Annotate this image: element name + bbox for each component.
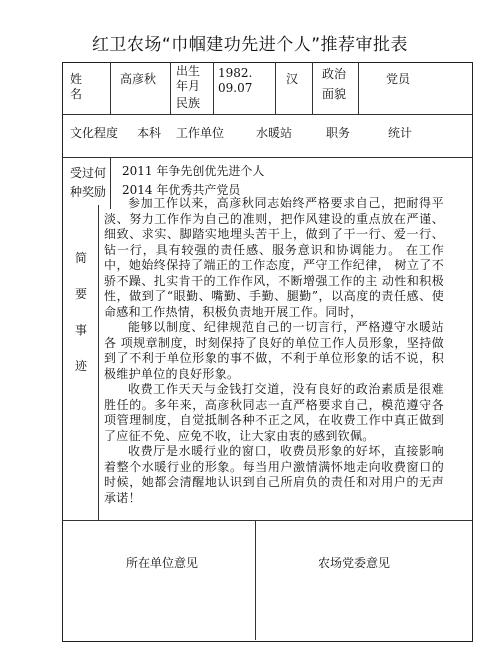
ethnicity-label: 民族: [176, 96, 201, 110]
col-divider: [275, 62, 276, 114]
col-divider: [358, 62, 359, 114]
education-label: 文化程度: [70, 126, 119, 140]
row-divider: [62, 114, 472, 115]
row-divider: [62, 520, 472, 521]
deeds-paragraph: 能够以制度、纪律规范自己的一切言行，严格遵守水暖站各 项规章制度，时刻保持了良好的单位工作人员形象，坚持做到了不利于单位形象的事不做，不利于单位形象的话不说，积极维护单位的良好形象。: [104, 320, 444, 381]
party-opinion-label: 农场党委意见: [318, 556, 391, 570]
ethnicity-value: 汉: [286, 72, 299, 86]
deeds-paragraph: 收费厅是水暖行业的窗口，收费员形象的好坏，直接影响着整个水暖行业的形象。每当用户激情满怀地走向收费窗口的时候，她都会清醒地认识到自己所肩负的责任和对用户的无声承诺！: [104, 444, 444, 505]
political-label: 政治面貌: [322, 67, 347, 101]
birth-value: 1982.09.07: [218, 66, 253, 95]
name-value: 高彦秋: [120, 72, 157, 86]
col-divider: [312, 62, 313, 114]
awards-label: 受过何种奖励: [70, 166, 107, 199]
post-value: 统计: [388, 126, 413, 140]
name-label: 姓 名: [70, 72, 87, 101]
award-item: 2011 年争先创优先进个人: [122, 164, 265, 178]
work-unit-label: 工作单位: [176, 126, 225, 140]
col-divider: [170, 62, 171, 114]
post-label: 职务: [326, 126, 351, 140]
work-unit-value: 水暖站: [256, 126, 293, 140]
deeds-paragraph: 收费工作天天与金钱打交道，没有良好的政治素质是很难胜任的。多年来，高彦秋同志一直严格要求自己，模范遵守各项管理制度，自觉抵制各种不正之风，在收费工作中真正做到了应征不免、应免不收，让大家由衷的感到钦佩。: [104, 382, 444, 443]
col-divider: [110, 62, 111, 114]
deeds-text: [104, 196, 444, 506]
col-divider: [255, 520, 256, 640]
row-divider: [62, 157, 472, 158]
birth-label: 出生年月: [176, 64, 201, 93]
deeds-label: 简要事迹: [75, 251, 88, 373]
col-divider: [98, 205, 99, 520]
deeds-paragraph: 参加工作以来，高彦秋同志始终严格要求自己，把耐得平淡、努力工作作为自己的准则，把作风建设的重点放在严谨、细致、求实、脚踏实地埋头苦干上，做到了干一行、爱一行、钻一行，具有较强的责任感、服务意识和协调能力。 在工作中，她始终保持了端正的工作态度，严守工作纪律， 树立了不骄不躁、扎实肯干的工作作风，不断增强工作的主 动性和积极性，做到了“眼勤、嘴勤、手勤、腿勤”，以高度的责任感、使命感和工作热情，积极负责地开展工作。同时，: [104, 196, 444, 319]
form-title: 红卫农场“巾帼建功先进个人”推荐审批表: [91, 35, 409, 55]
award-item: 2014 年优秀共产党员: [122, 183, 241, 197]
education-value: 本科: [137, 126, 162, 140]
political-value: 党员: [386, 72, 411, 86]
col-divider: [213, 62, 214, 114]
unit-opinion-label: 所在单位意见: [126, 556, 199, 570]
